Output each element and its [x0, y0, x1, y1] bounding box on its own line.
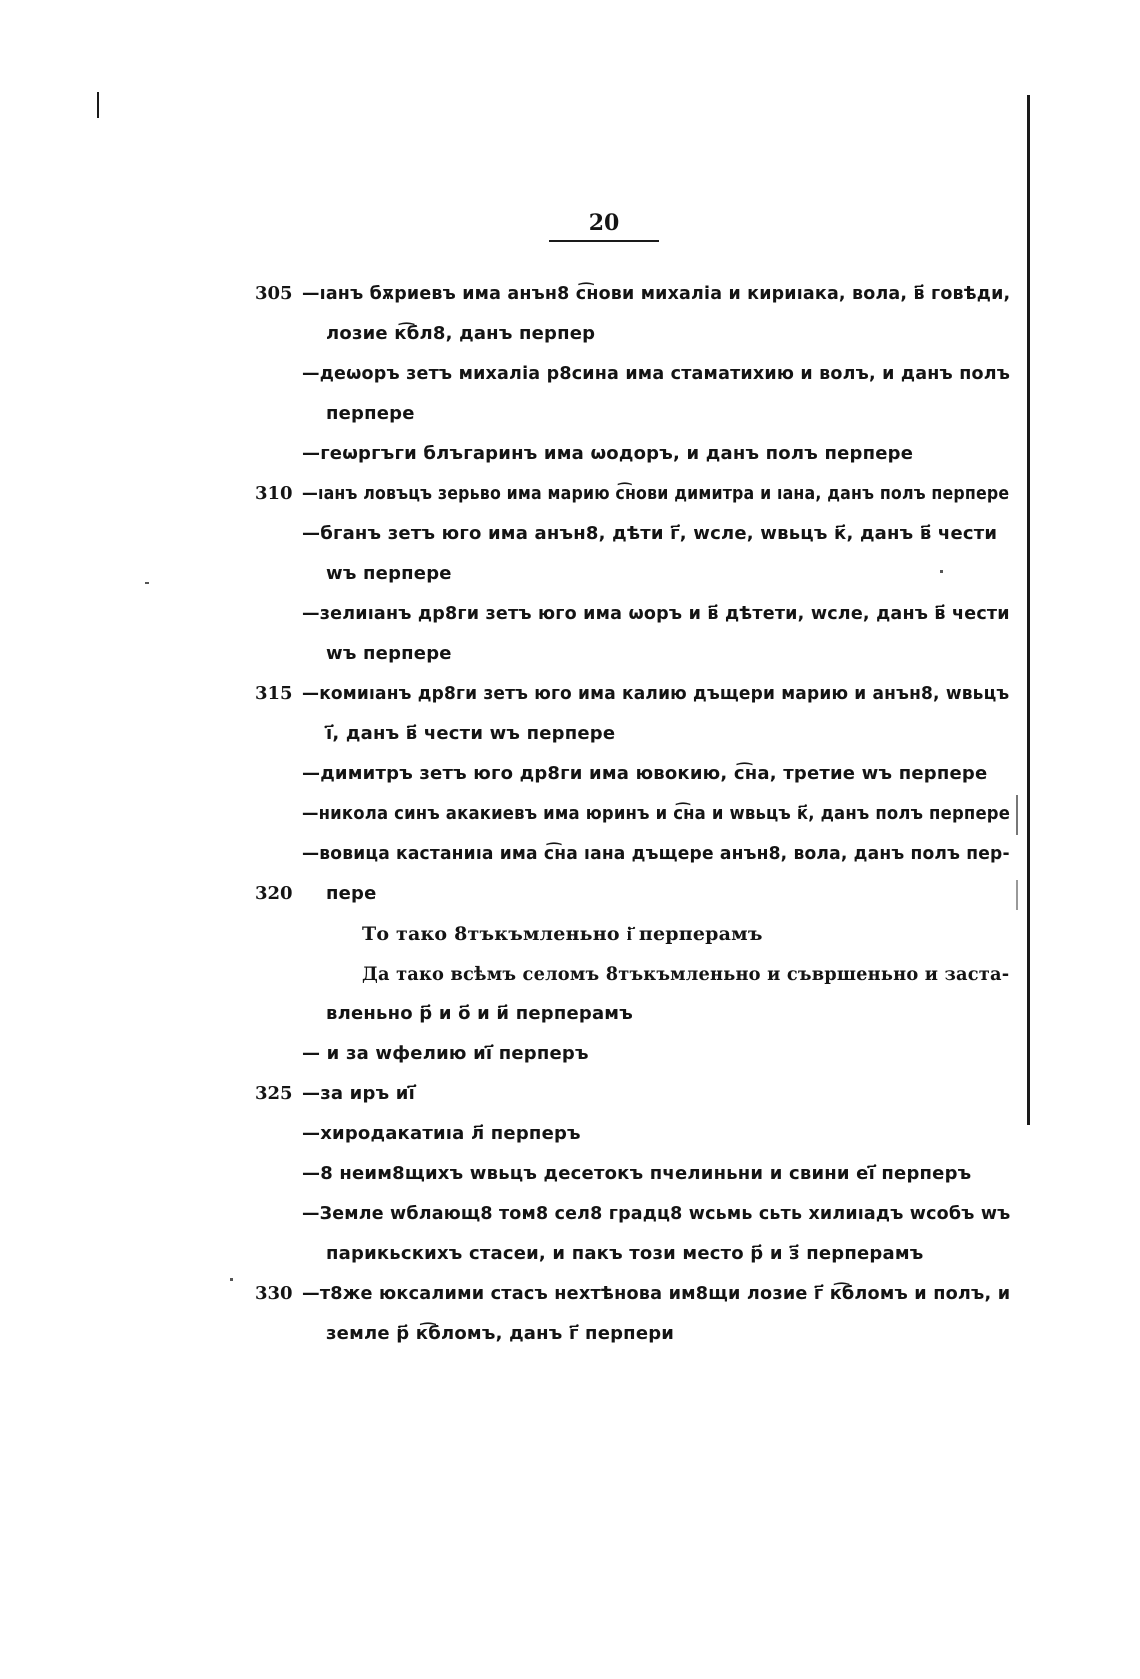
text-line	[0, 713, 1140, 755]
line-text: —геωргъги блъгаринъ има ωодоръ, и данъ полъ перпере	[302, 443, 914, 464]
text-line	[0, 1193, 1140, 1235]
text-line	[0, 1153, 1140, 1195]
text-line	[0, 673, 1140, 715]
text-line	[0, 913, 1140, 955]
text-line	[0, 793, 1140, 835]
line-text: лозие к͡бл8, данъ перпер	[326, 323, 596, 344]
text-line	[0, 873, 1140, 915]
line-text: парикьскихъ стасеи, и пакъ този место р҃ и з҃ перперамъ	[326, 1243, 924, 1264]
line-text: перпере	[326, 403, 415, 424]
line-text: —за иръ иі҃	[302, 1083, 415, 1104]
line-text: wъ перпере	[326, 643, 452, 664]
line-text: —комиıанъ др8ги зетъ юго има калию дъщери марию и анън8, wвьцъ	[302, 683, 1010, 704]
text-line	[0, 273, 1140, 315]
line-number: 315	[255, 683, 293, 704]
text-line	[0, 433, 1140, 475]
text-line	[0, 1313, 1140, 1355]
line-text: і҃, данъ в҃ чести wъ перпере	[326, 723, 616, 744]
text-line	[0, 1033, 1140, 1075]
text-line	[0, 593, 1140, 635]
line-text: земле р҃ к͡бломъ, данъ г҃ перпери	[326, 1323, 675, 1344]
line-text: пере	[326, 883, 377, 904]
line-text: —бганъ зетъ юго има анън8, дѣти г҃, wсле, wвьцъ к҃, данъ в҃ чести	[302, 523, 998, 544]
text-line	[0, 1113, 1140, 1155]
text-line	[0, 313, 1140, 355]
text-line	[0, 393, 1140, 435]
text-line	[0, 833, 1140, 875]
line-number: 320	[255, 883, 293, 904]
text-line	[0, 1073, 1140, 1115]
text-line	[0, 473, 1140, 515]
left-scan-mark	[97, 92, 99, 118]
line-text: То тако 8тъкъмленьно і҃ перперамъ	[362, 923, 763, 945]
text-line	[0, 633, 1140, 675]
line-text: — и за wфелию иі҃ перперъ	[302, 1043, 589, 1064]
line-number: 330	[255, 1283, 293, 1304]
line-text: —вовица кастаниıа има с͡на ıана дъщере анън8, вола, данъ полъ пер-	[302, 843, 1010, 864]
text-line	[0, 513, 1140, 555]
line-number: 305	[255, 283, 293, 304]
page-number-rule	[549, 240, 659, 242]
page-number: 20	[588, 210, 620, 236]
line-text: —ıанъ бѫриевъ има анън8 с͡нови михаліа и кириıака, вола, в҃ говѣди,	[302, 283, 1011, 304]
line-text: —Земле wблающ8 том8 сел8 градц8 wсьмь сьть хилиıадъ wсобъ wъ	[302, 1203, 1011, 1224]
text-line	[0, 1273, 1140, 1315]
text-line	[0, 993, 1140, 1035]
text-line	[0, 353, 1140, 395]
line-text: —ıанъ ловъцъ зерьво има марию с͡нови димитра и ıана, данъ полъ перпере	[302, 483, 1010, 504]
line-text: wъ перпере	[326, 563, 452, 584]
text-line	[0, 1233, 1140, 1275]
line-text: —хиродакатиıа л҃ перперъ	[302, 1123, 581, 1144]
line-text: —8 неим8щихъ wвьцъ десетокъ пчелиньни и свини еі҃ перперъ	[302, 1163, 972, 1184]
line-text: —никола синъ акакиевъ има юринъ и с͡на и wвьцъ к҃, данъ полъ перпере	[302, 803, 1011, 824]
line-text: —деωоръ зетъ михаліа р8сина има стаматихию и волъ, и данъ полъ	[302, 363, 1011, 384]
text-line	[0, 753, 1140, 795]
line-text: Да тако всѣмъ селомъ 8тъкъмленьно и съвршеньно и заста-	[362, 963, 1010, 985]
line-text: —зелиıанъ др8ги зетъ юго има ωоръ и в҃ дѣтети, wсле, данъ в҃ чести	[302, 603, 1010, 624]
line-number: 310	[255, 483, 293, 504]
line-text: —димитръ зетъ юго др8ги има ювокию, с͡на, третие wъ перпере	[302, 763, 988, 784]
line-text: вленьно р҃ и о҃ и и҃ перперамъ	[326, 1003, 633, 1024]
line-text: —т8же юксалими стасъ нехтѣнова им8щи лозие г҃ к͡бломъ и полъ, и	[302, 1283, 1011, 1304]
line-number: 325	[255, 1083, 293, 1104]
text-line	[0, 553, 1140, 595]
text-line	[0, 953, 1140, 995]
